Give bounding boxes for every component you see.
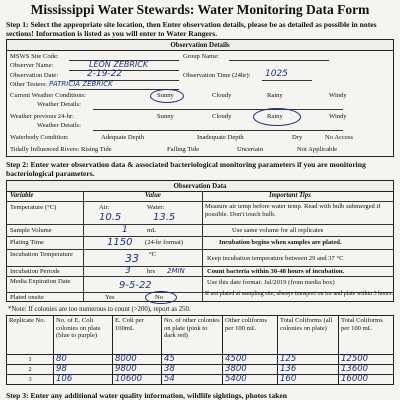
weather-details-field-2[interactable]	[93, 130, 343, 131]
observation-details-header: Observation Details	[7, 40, 393, 51]
table-cell[interactable]: 125	[278, 355, 339, 365]
waterbody-inadequate[interactable]: Inadequate Depth	[197, 134, 244, 141]
current-weather-rainy[interactable]: Rainy	[267, 92, 283, 99]
bacteria-table	[6, 315, 394, 385]
tidal-not-applicable[interactable]: Not Applicable	[297, 146, 338, 153]
current-weather-sunny[interactable]: Sunny	[157, 92, 174, 99]
table-cell[interactable]: 4500	[223, 355, 278, 365]
tidal-label: Tidally Influenced Rivers: Rising Tide	[10, 146, 112, 153]
divider	[7, 236, 393, 237]
table-cell[interactable]: 160	[278, 375, 339, 385]
divider	[7, 266, 393, 267]
weather-details-label-2: Weather Details:	[37, 122, 81, 129]
other-testers-value: PATRICIA ZEBRICK	[49, 80, 113, 88]
divider	[7, 249, 393, 250]
divider	[7, 201, 393, 202]
plating-time-label: Plating Time	[10, 239, 44, 246]
table-header: Total Coliforms per 100 mL	[339, 316, 394, 355]
divider	[202, 191, 203, 302]
form-title: Mississippi Water Stewards: Water Monitoring Data Form	[30, 2, 370, 17]
observer-name-label: Observer Name:	[10, 62, 54, 69]
observation-time-label: Observation Time (24hr):	[183, 72, 251, 79]
incubation-temp-tip: Keep incubation temperature between 29 and 37 °C	[207, 255, 344, 262]
tidal-falling[interactable]: Falling Tide	[167, 146, 200, 153]
group-name-label: Group Name:	[183, 53, 220, 60]
waterbody-no-access[interactable]: No Access	[325, 134, 354, 141]
observation-time-value: 1025	[265, 69, 288, 79]
plated-no-circle	[145, 291, 177, 304]
table-header: E. Coli per 100mL	[113, 316, 162, 355]
air-label: Air:	[99, 204, 110, 211]
observation-details-box	[6, 39, 394, 157]
sample-volume-label: Sample Volume	[10, 227, 52, 234]
current-weather-circle	[150, 89, 184, 103]
table-cell[interactable]: 3800	[223, 365, 278, 375]
plating-time-unit: (24-hr format)	[145, 239, 183, 246]
weather-details-label: Weather Details:	[37, 101, 81, 108]
previous-weather-rainy[interactable]: Rainy	[267, 113, 283, 120]
table-cell[interactable]: 12500	[339, 355, 394, 365]
media-expiration-label: Media Expiration Date	[10, 278, 71, 285]
current-weather-label: Current Weather Conditions:	[10, 92, 86, 99]
observation-date-label: Observation Date:	[10, 72, 59, 79]
plated-yes-option[interactable]: Yes	[105, 294, 115, 301]
tidal-uncertain[interactable]: Uncertain	[237, 146, 263, 153]
media-expiration-value: 9-5-22	[119, 280, 152, 291]
table-cell[interactable]: 38	[162, 365, 223, 375]
incubation-periods-tip: Count bacteria within 30-48 hours of incubation.	[207, 268, 345, 275]
incubation-periods-value: 3	[125, 266, 131, 276]
table-cell[interactable]: 136	[278, 365, 339, 375]
table-cell[interactable]: 13600	[339, 365, 394, 375]
plated-tip: If not plated at sampling site, always transport on ice and plate within 3 hours.	[205, 291, 393, 297]
table-header: Total Coliforms (all colonies on plate)	[278, 316, 339, 355]
current-weather-cloudy[interactable]: Cloudy	[212, 92, 232, 99]
incubation-temp-value: 33	[125, 252, 139, 265]
air-temp-value: 10.5	[99, 212, 122, 223]
sample-volume-tip: Use same volume for all replicates	[232, 227, 324, 234]
other-testers-label: Other Testers:	[10, 81, 47, 88]
weather-details-field[interactable]	[93, 109, 343, 110]
site-code-label: MSWS Site Code:	[10, 53, 59, 60]
table-header: No. of E. Coli colonies on plate (blue to purple)	[54, 316, 113, 355]
replicate-number: 2	[7, 365, 54, 375]
waterbody-label: Waterbody Condition:	[10, 134, 69, 141]
incubation-periods-label: Incubation Periods	[10, 268, 60, 275]
table-cell[interactable]: 9800	[113, 365, 162, 375]
divider	[7, 276, 393, 277]
sample-volume-value: 1	[122, 225, 128, 235]
observer-name-value: LEON ZEBRICK	[89, 60, 149, 69]
table-cell[interactable]: 98	[54, 365, 113, 375]
incubation-temp-unit: °C	[149, 251, 157, 258]
replicate-number: 3	[7, 375, 54, 385]
water-temp-value: 13.5	[153, 212, 176, 223]
table-row	[7, 365, 394, 375]
plating-time-tip: Incubation begins when samples are plated.	[219, 239, 342, 246]
col-variable: Variable	[10, 192, 34, 199]
replicate-number: 1	[7, 355, 54, 365]
table-row	[7, 375, 394, 385]
table-cell[interactable]: 80	[54, 355, 113, 365]
previous-weather-label: Weather previous 24-hr:	[10, 113, 74, 120]
table-cell[interactable]: 10600	[113, 375, 162, 385]
previous-weather-cloudy[interactable]: Cloudy	[212, 113, 232, 120]
previous-weather-circle	[253, 108, 301, 126]
table-header: No. of other colonies on plate (pink to dark red)	[162, 316, 223, 355]
table-header: Other coliforms per 100 mL	[223, 316, 278, 355]
table-cell[interactable]: 106	[54, 375, 113, 385]
table-cell[interactable]: 54	[162, 375, 223, 385]
media-expiration-tip: Use this date format: Jul/2019 (from media box)	[207, 279, 335, 286]
incubation-periods-unit: hrs	[147, 268, 156, 275]
divider	[83, 191, 84, 302]
observation-date-value: 2-19-22	[87, 69, 123, 79]
table-row	[7, 355, 394, 365]
table-cell[interactable]: 8000	[113, 355, 162, 365]
temperature-label: Temperature (°C)	[10, 204, 57, 211]
col-tips: Important Tips	[269, 192, 311, 199]
temperature-tip: Measure air temp before water temp. Read with bulb submerged if possible. Don't touch bulb.	[205, 203, 381, 218]
current-weather-windy[interactable]: Windy	[329, 92, 347, 99]
table-cell[interactable]: 16000	[339, 375, 394, 385]
divider	[7, 224, 393, 225]
table-cell[interactable]: 45	[162, 355, 223, 365]
observation-data-header: Observation Data	[7, 181, 393, 192]
col-value: Value	[145, 192, 161, 199]
waterbody-dry[interactable]: Dry	[292, 134, 303, 141]
incubation-temp-label: Incubation Temperature	[10, 251, 73, 258]
waterbody-adequate[interactable]: Adequate Depth	[101, 134, 145, 141]
previous-weather-windy[interactable]: Windy	[329, 113, 347, 120]
observer-name-field[interactable]	[69, 70, 179, 71]
step1-instructions: Step 1: Select the appropriate site location, then Enter observation details, please be as detailed as possible in notes sections! Information is listed as you will enter to Water Rangers.	[6, 20, 377, 38]
plated-onsite-label: Plated onsite	[10, 294, 44, 301]
water-label: Water:	[147, 204, 165, 211]
table-header: Replicate No.	[7, 316, 54, 355]
step2-instructions: Step 2: Enter water observation data & associated bacteriological monitoring parameters if you are monitoring bacteriological parameters.	[6, 160, 366, 178]
previous-weather-sunny[interactable]: Sunny	[157, 113, 174, 120]
observation-time-field[interactable]	[262, 80, 312, 81]
incubation-periods-min: 2MIN	[167, 267, 185, 275]
observation-data-box	[6, 180, 394, 302]
plated-no-option[interactable]: No	[155, 294, 164, 301]
sample-volume-unit: mL	[147, 227, 157, 234]
group-name-field[interactable]	[229, 60, 329, 61]
table-cell[interactable]: 5400	[223, 375, 278, 385]
plating-time-value: 1150	[107, 237, 133, 248]
colony-note: *Note: If colonies are too numerous to count (>200), report as 250.	[8, 306, 191, 313]
step3-instructions: Step 3: Enter any additional water quality information, wildlife sightings, photos taken	[6, 391, 287, 400]
